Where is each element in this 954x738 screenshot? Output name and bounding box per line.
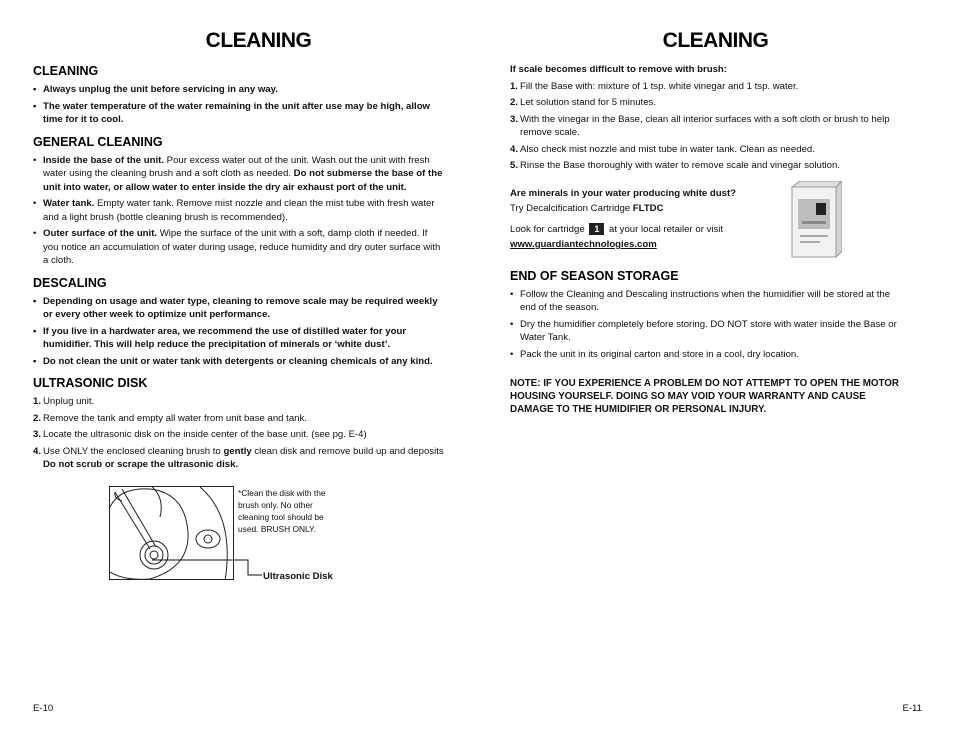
cleaning-section	[33, 63, 445, 127]
look-text: Look for cartridge	[510, 223, 588, 235]
step-text: Let solution stand for 5 minutes.	[520, 97, 656, 108]
page-number: E-10	[33, 703, 54, 714]
page-number: E-11	[902, 703, 922, 714]
minerals-look	[510, 223, 905, 237]
list-item: • Always unplug the unit before servicing in any way.	[33, 83, 445, 97]
list-item	[33, 154, 445, 195]
item-lead: Inside the base of the unit.	[43, 154, 164, 166]
figure-label: Ultrasonic Disk	[263, 571, 333, 582]
step-text: Locate the ultrasonic disk on the inside center of the base unit. (see pg. E-4)	[43, 429, 367, 440]
minerals-try	[510, 202, 905, 216]
warning-note: NOTE: IF YOU EXPERIENCE A PROBLEM DO NOT ATTEMPT TO OPEN THE MOTOR HOUSING YOURSELF. DOING SO MAY VOID YOUR WARRANTY AND CAUSE DAMAGE TO THE HUMIDIFIER OR PERSONAL INJURY.	[510, 378, 899, 415]
step-number: 1.	[510, 80, 519, 92]
scale-intro: If scale becomes difficult to remove with brush:	[510, 64, 727, 75]
list-item	[33, 197, 445, 224]
step-text: Remove the tank and empty all water from unit base and tank.	[43, 412, 307, 424]
callout-line	[150, 555, 265, 580]
left-column	[33, 63, 445, 479]
section-heading: CLEANING	[33, 64, 99, 78]
step-number: 2.	[33, 412, 42, 424]
item-text: Pour excess water out of the unit. Wash out the unit with fresh water using the cleaning brush and a soft cloth as needed.	[43, 154, 430, 179]
step-text: clean disk and remove build up and deposits	[251, 445, 444, 457]
step-item	[510, 96, 905, 110]
try-text: Try Decalcification Cartridge	[510, 203, 633, 214]
step-number: 4.	[510, 143, 519, 155]
general-cleaning-section	[33, 134, 445, 268]
step-item	[33, 445, 445, 472]
section-heading: GENERAL CLEANING	[33, 134, 163, 149]
minerals-question: Are minerals in your water producing white dust?	[510, 187, 737, 199]
step-warning: Do not scrub or scrape the ultrasonic disk.	[43, 459, 239, 470]
list-item: • Follow the Cleaning and Descaling instructions when the humidifier will be stored at the end of the season.	[510, 288, 905, 315]
right-page	[477, 0, 954, 738]
item-warning: Do not submerse the base of the unit into water, or allow water to enter inside the dry air exhaust port of the unit.	[43, 168, 443, 193]
step-item	[33, 428, 445, 442]
step-text: Rinse the Base thoroughly with water to remove scale and vinegar solution.	[520, 160, 840, 171]
list-item: • Pack the unit in its original carton and store in a cool, dry location.	[510, 348, 905, 362]
step-number: 2.	[510, 97, 519, 108]
page-title: CLEANING	[205, 29, 312, 52]
right-column	[510, 63, 905, 416]
section-heading: DESCALING	[33, 275, 107, 290]
item-lead: Outer surface of the unit.	[43, 228, 158, 239]
step-text: Unplug unit.	[43, 396, 95, 407]
scale-section	[510, 63, 905, 173]
step-number: 1.	[33, 396, 42, 407]
step-item	[33, 395, 445, 409]
step-item	[510, 113, 905, 140]
list-item: • Do not clean the unit or water tank with detergents or cleaning chemicals of any kind.	[33, 355, 445, 369]
cartridge-number-badge: 1	[589, 223, 604, 235]
step-text: Use ONLY the enclosed cleaning brush to	[43, 445, 224, 457]
step-item	[510, 80, 905, 94]
storage-section	[510, 268, 905, 362]
page-title: CLEANING	[662, 29, 769, 52]
step-text: Fill the Base with: mixture of 1 tsp. white vinegar and 1 tsp. water.	[520, 80, 799, 92]
website-link[interactable]: www.guardiantechnologies.com	[510, 239, 657, 250]
list-item: • Depending on usage and water type, cleaning to remove scale may be required weekly or every other week to optimize unit performance.	[33, 295, 445, 322]
item-text: Wipe the surface of the unit with a soft, damp cloth if needed. If you notice an accumulation of water during usage, reduce humidity and dry outer surface with a cloth.	[43, 228, 441, 266]
descaling-section	[33, 275, 445, 369]
cartridge-model: FLTDC	[632, 203, 664, 214]
item-text: Empty water tank. Remove mist nozzle and clean the mist tube with fresh water and a light brush (bottle cleaning brush is recommended).	[43, 198, 435, 223]
step-text: Also check mist nozzle and mist tube in water tank. Clean as needed.	[520, 143, 815, 155]
list-item: • Dry the humidifier completely before storing. DO NOT store with water inside the Base or Water Tank.	[510, 318, 905, 345]
step-number: 5.	[510, 160, 519, 171]
step-item	[33, 412, 445, 426]
look-text: at your local retailer or visit	[606, 223, 724, 235]
step-emphasis: gently	[223, 445, 252, 457]
section-heading: END OF SEASON STORAGE	[510, 268, 679, 283]
step-number: 4.	[33, 445, 42, 457]
step-item	[510, 143, 905, 157]
list-item: • If you live in a hardwater area, we recommend the use of distilled water for your humidifier. This will help reduce the precipitation of minerals or ‘white dust’.	[33, 325, 445, 352]
list-item: • The water temperature of the water remaining in the unit after use may be high, allow time for it to cool.	[33, 100, 445, 127]
item-lead: Water tank.	[43, 198, 95, 209]
step-number: 3.	[510, 113, 519, 125]
step-text: With the vinegar in the Base, clean all interior surfaces with a soft cloth or brush to help remove scale.	[520, 113, 890, 138]
figure-note: *Clean the disk with the brush only. No other cleaning tool should be used. BRUSH ONLY.	[238, 488, 326, 534]
section-heading: ULTRASONIC DISK	[33, 376, 148, 390]
minerals-block	[510, 187, 905, 252]
cartridge-package-image	[790, 181, 842, 261]
step-item	[510, 159, 905, 173]
ultrasonic-section	[33, 375, 445, 472]
list-item	[33, 227, 445, 268]
step-number: 3.	[33, 429, 42, 440]
